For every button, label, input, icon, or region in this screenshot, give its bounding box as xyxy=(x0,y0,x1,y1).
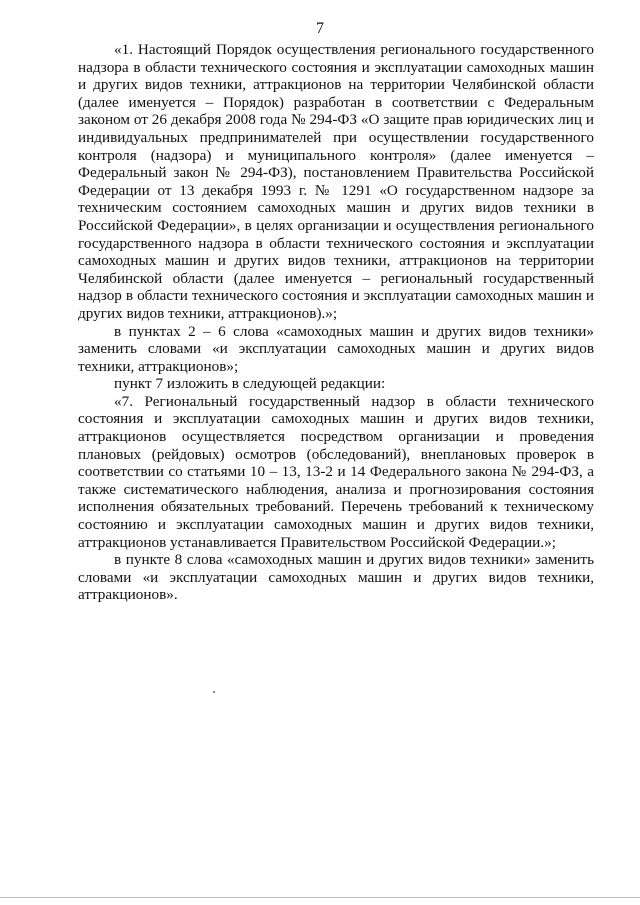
paragraph-2-items-2-6-amendment: в пунктах 2 – 6 слова «самоходных машин и других видов техники» заменить словами «и эксплуатации самоходных машин и других видов техники, аттракционов»; xyxy=(78,322,594,375)
paragraph-1-procedure-definition: «1. Настоящий Порядок осуществления регионального государственного надзора в области технического состояния и эксплуатации самоходных машин и других видов техники, аттракционов на территории Челябинской области (далее именуется – Порядок) разработан в соответствии с Федеральным законом от 26 декабря 2008 года № 294-ФЗ «О защите прав юридических лиц и индивидуальных предпринимателей при осуществлении государственного контроля (надзора) и муниципального контроля» (далее именуется – Федеральный закон № 294-ФЗ), постановлением Правительства Российской Федерации от 13 декабря 1993 г. № 1291 «О государственном надзоре за техническим состоянием самоходных машин и других видов техники в Российской Федерации», в целях организации и осуществления регионального государственного надзора в области технического состояния и эксплуатации самоходных машин и других видов техники, аттракционов на территории Челябинской области (далее именуется – региональный государственный надзор в области технического состояния и эксплуатации самоходных машин и других видов техники, аттракционов).»; xyxy=(78,41,594,322)
document-body xyxy=(78,41,594,604)
scan-speck xyxy=(213,691,215,693)
scan-bottom-edge xyxy=(0,897,640,898)
page-number: 7 xyxy=(316,20,324,37)
paragraph-4-item-7-text: «7. Региональный государственный надзор в области технического состояния и эксплуатации самоходных машин и других видов техники, аттракционов осуществляется посредством организации и проведения плановых (рейдовых) осмотров (обследований), внеплановых проверок в соответствии со статьями 10 – 13, 13-2 и 14 Федерального закона № 294-ФЗ, а также систематического наблюдения, анализа и прогнозирования состояния исполнения обязательных требований. Перечень требований к техническому состоянию и эксплуатации самоходных машин и других видов техники, аттракционов устанавливается Правительством Российской Федерации.»; xyxy=(78,392,594,551)
paragraph-3-item-7-intro: пункт 7 изложить в следующей редакции: xyxy=(114,375,386,393)
paragraph-5-item-8-amendment: в пункте 8 слова «самоходных машин и других видов техники» заменить словами «и эксплуатации самоходных машин и других видов техники, аттракционов». xyxy=(78,551,594,604)
